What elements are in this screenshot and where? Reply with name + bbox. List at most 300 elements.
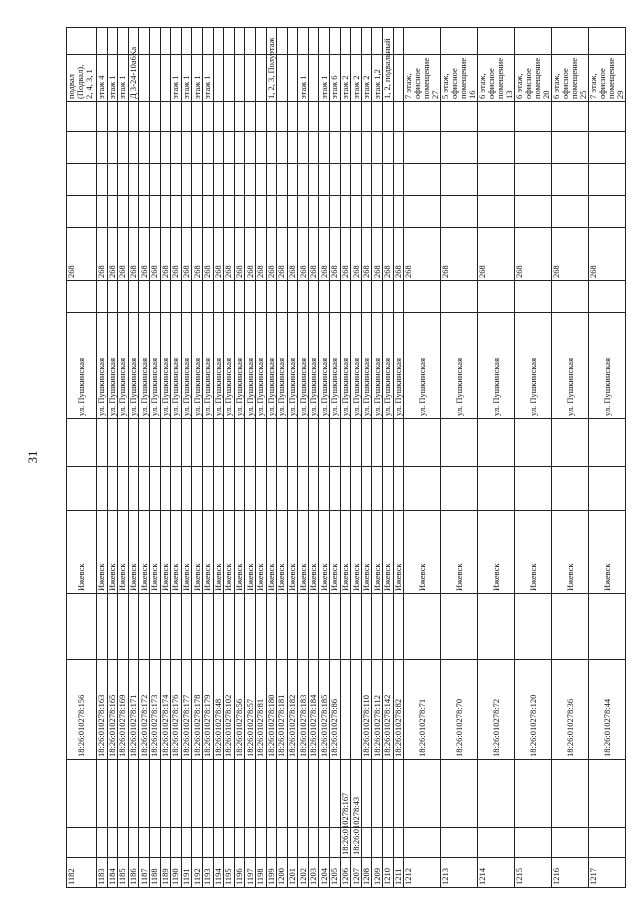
empty-cell	[181, 594, 192, 660]
empty-cell	[160, 102, 171, 132]
empty-cell	[181, 102, 192, 132]
cadastral-number-cell: 18:26:010278:184	[308, 660, 319, 760]
cadastral-number-alt-cell	[67, 828, 97, 858]
empty-cell	[441, 196, 478, 228]
row-number-cell: 1198	[255, 858, 266, 888]
empty-cell	[351, 28, 362, 55]
empty-cell	[372, 132, 383, 164]
empty-cell	[255, 760, 266, 828]
house-number-cell: 268	[171, 228, 182, 281]
row-number-cell: 1201	[287, 858, 298, 888]
empty-cell	[319, 28, 330, 55]
empty-cell	[224, 467, 235, 511]
empty-cell	[118, 281, 129, 313]
empty-cell	[128, 594, 139, 660]
empty-cell	[171, 28, 182, 55]
empty-cell	[139, 28, 150, 55]
empty-cell	[171, 419, 182, 467]
empty-cell	[160, 419, 171, 467]
note-cell: подвал (Подвал), 2, 4, 3, 1	[67, 55, 97, 102]
empty-cell	[97, 760, 108, 828]
empty-cell	[202, 760, 213, 828]
city-cell: Ижевск	[107, 511, 118, 594]
table-body	[67, 28, 626, 888]
empty-cell	[160, 196, 171, 228]
empty-cell	[441, 132, 478, 164]
empty-cell	[107, 281, 118, 313]
note-cell: этаж 1	[319, 55, 330, 102]
empty-cell	[552, 467, 589, 511]
empty-cell	[383, 467, 394, 511]
note-cell: этаж 2	[361, 55, 372, 102]
empty-cell	[128, 760, 139, 828]
empty-cell	[234, 760, 245, 828]
empty-cell	[149, 132, 160, 164]
note-cell: этаж 4	[97, 55, 108, 102]
cadastral-number-alt-cell	[160, 828, 171, 858]
note-cell: 6 этаж, офисное помещение 25	[552, 55, 589, 102]
empty-cell	[107, 419, 118, 467]
table-row	[224, 28, 235, 888]
cadastral-number-alt-cell	[308, 828, 319, 858]
empty-cell	[340, 164, 351, 196]
empty-cell	[171, 594, 182, 660]
table-row	[118, 28, 129, 888]
street-cell: ул. Пушкинская	[287, 313, 298, 419]
row-number-cell: 1210	[383, 858, 394, 888]
empty-cell	[287, 281, 298, 313]
row-number-cell: 1199	[266, 858, 277, 888]
empty-cell	[181, 164, 192, 196]
city-cell: Ижевск	[515, 511, 552, 594]
empty-cell	[118, 28, 129, 55]
empty-cell	[441, 164, 478, 196]
empty-cell	[298, 102, 309, 132]
note-cell	[224, 55, 235, 102]
city-cell: Ижевск	[277, 511, 288, 594]
street-cell: ул. Пушкинская	[224, 313, 235, 419]
empty-cell	[383, 419, 394, 467]
empty-cell	[277, 196, 288, 228]
empty-cell	[478, 467, 515, 511]
empty-cell	[287, 164, 298, 196]
empty-cell	[552, 164, 589, 196]
empty-cell	[330, 132, 341, 164]
empty-cell	[351, 196, 362, 228]
note-cell	[308, 55, 319, 102]
empty-cell	[234, 102, 245, 132]
empty-cell	[515, 419, 552, 467]
row-number-cell: 1188	[149, 858, 160, 888]
house-number-cell: 268	[277, 228, 288, 281]
empty-cell	[181, 760, 192, 828]
empty-cell	[351, 164, 362, 196]
cadastral-number-alt-cell	[97, 828, 108, 858]
empty-cell	[213, 132, 224, 164]
cadastral-number-cell: 18:26:010278:36	[552, 660, 589, 760]
note-cell	[287, 55, 298, 102]
cadastral-number-alt-cell	[478, 828, 515, 858]
cadastral-number-alt-cell	[128, 828, 139, 858]
city-cell: Ижевск	[67, 511, 97, 594]
row-number-cell: 1216	[552, 858, 589, 888]
empty-cell	[277, 467, 288, 511]
empty-cell	[277, 419, 288, 467]
table-row	[181, 28, 192, 888]
empty-cell	[266, 132, 277, 164]
street-cell: ул. Пушкинская	[245, 313, 256, 419]
empty-cell	[393, 467, 404, 511]
cadastral-number-alt-cell	[393, 828, 404, 858]
empty-cell	[319, 594, 330, 660]
city-cell: Ижевск	[128, 511, 139, 594]
empty-cell	[171, 760, 182, 828]
empty-cell	[245, 102, 256, 132]
table-row	[372, 28, 383, 888]
street-cell: ул. Пушкинская	[404, 313, 441, 419]
table-row	[404, 28, 441, 888]
empty-cell	[97, 467, 108, 511]
empty-cell	[213, 196, 224, 228]
city-cell: Ижевск	[118, 511, 129, 594]
table-row	[298, 28, 309, 888]
empty-cell	[67, 467, 97, 511]
empty-cell	[139, 467, 150, 511]
empty-cell	[478, 164, 515, 196]
empty-cell	[171, 196, 182, 228]
empty-cell	[234, 132, 245, 164]
row-number-cell: 1203	[308, 858, 319, 888]
empty-cell	[245, 132, 256, 164]
empty-cell	[308, 760, 319, 828]
row-number-cell: 1190	[171, 858, 182, 888]
empty-cell	[589, 132, 626, 164]
empty-cell	[160, 760, 171, 828]
empty-cell	[202, 164, 213, 196]
street-cell: ул. Пушкинская	[213, 313, 224, 419]
empty-cell	[245, 196, 256, 228]
empty-cell	[383, 760, 394, 828]
empty-cell	[139, 594, 150, 660]
cadastral-number-cell: 18:26:010278:112	[372, 660, 383, 760]
city-cell: Ижевск	[330, 511, 341, 594]
empty-cell	[319, 419, 330, 467]
empty-cell	[441, 102, 478, 132]
table-row	[128, 28, 139, 888]
row-number-cell: 1185	[118, 858, 129, 888]
empty-cell	[139, 102, 150, 132]
city-cell: Ижевск	[234, 511, 245, 594]
table-row	[245, 28, 256, 888]
empty-cell	[213, 419, 224, 467]
house-number-cell: 268	[67, 228, 97, 281]
street-cell: ул. Пушкинская	[441, 313, 478, 419]
table-row	[107, 28, 118, 888]
empty-cell	[139, 281, 150, 313]
empty-cell	[383, 132, 394, 164]
cadastral-number-alt-cell	[118, 828, 129, 858]
table-row	[552, 28, 589, 888]
cadastral-number-alt-cell	[298, 828, 309, 858]
cadastral-number-cell: 18:26:010278:120	[515, 660, 552, 760]
empty-cell	[515, 196, 552, 228]
note-cell: этаж 1	[202, 55, 213, 102]
street-cell: ул. Пушкинская	[149, 313, 160, 419]
empty-cell	[128, 281, 139, 313]
empty-cell	[266, 281, 277, 313]
empty-cell	[224, 594, 235, 660]
row-number-cell: 1187	[139, 858, 150, 888]
empty-cell	[372, 28, 383, 55]
empty-cell	[266, 467, 277, 511]
note-cell: 1, 2, подвальный	[383, 55, 394, 102]
street-cell: ул. Пушкинская	[97, 313, 108, 419]
empty-cell	[515, 164, 552, 196]
empty-cell	[234, 28, 245, 55]
empty-cell	[383, 196, 394, 228]
city-cell: Ижевск	[139, 511, 150, 594]
empty-cell	[192, 132, 203, 164]
empty-cell	[255, 281, 266, 313]
empty-cell	[202, 281, 213, 313]
empty-cell	[340, 132, 351, 164]
empty-cell	[192, 281, 203, 313]
empty-cell	[340, 102, 351, 132]
empty-cell	[589, 28, 626, 55]
cadastral-number-cell: 18:26:010278:56	[234, 660, 245, 760]
street-cell: ул. Пушкинская	[171, 313, 182, 419]
empty-cell	[552, 28, 589, 55]
street-cell: ул. Пушкинская	[277, 313, 288, 419]
cadastral-number-cell: 18:26:010278:180	[266, 660, 277, 760]
row-number-cell: 1207	[351, 858, 362, 888]
note-cell	[277, 55, 288, 102]
empty-cell	[319, 102, 330, 132]
table-row	[149, 28, 160, 888]
table-row	[319, 28, 330, 888]
city-cell: Ижевск	[383, 511, 394, 594]
house-number-cell: 268	[441, 228, 478, 281]
note-cell: этаж 1	[171, 55, 182, 102]
cadastral-number-cell: 18:26:010278:142	[383, 660, 394, 760]
cadastral-number-alt-cell	[192, 828, 203, 858]
empty-cell	[308, 102, 319, 132]
row-number-cell: 1202	[298, 858, 309, 888]
empty-cell	[372, 281, 383, 313]
street-cell: ул. Пушкинская	[202, 313, 213, 419]
note-cell: этаж 1	[118, 55, 129, 102]
empty-cell	[589, 196, 626, 228]
cadastral-number-cell	[340, 660, 351, 760]
empty-cell	[234, 164, 245, 196]
empty-cell	[383, 281, 394, 313]
street-cell: ул. Пушкинская	[351, 313, 362, 419]
empty-cell	[361, 594, 372, 660]
city-cell: Ижевск	[393, 511, 404, 594]
empty-cell	[202, 196, 213, 228]
empty-cell	[330, 102, 341, 132]
empty-cell	[107, 102, 118, 132]
cadastral-number-alt-cell	[589, 828, 626, 858]
table-row	[97, 28, 108, 888]
city-cell: Ижевск	[361, 511, 372, 594]
note-cell: 6 этаж, офисное помещение 13	[478, 55, 515, 102]
city-cell: Ижевск	[287, 511, 298, 594]
empty-cell	[319, 164, 330, 196]
empty-cell	[266, 594, 277, 660]
empty-cell	[97, 102, 108, 132]
house-number-cell: 268	[202, 228, 213, 281]
empty-cell	[515, 132, 552, 164]
empty-cell	[149, 467, 160, 511]
empty-cell	[589, 281, 626, 313]
empty-cell	[404, 760, 441, 828]
empty-cell	[118, 760, 129, 828]
street-cell: ул. Пушкинская	[234, 313, 245, 419]
house-number-cell: 268	[266, 228, 277, 281]
cadastral-number-cell: 18:26:010278:110	[361, 660, 372, 760]
row-number-cell: 1184	[107, 858, 118, 888]
empty-cell	[149, 419, 160, 467]
table-row	[340, 28, 351, 888]
empty-cell	[160, 28, 171, 55]
empty-cell	[330, 419, 341, 467]
empty-cell	[149, 164, 160, 196]
city-cell: Ижевск	[404, 511, 441, 594]
row-number-cell: 1215	[515, 858, 552, 888]
row-number-cell: 1200	[277, 858, 288, 888]
empty-cell	[192, 760, 203, 828]
empty-cell	[589, 594, 626, 660]
empty-cell	[277, 132, 288, 164]
cadastral-number-alt-cell	[330, 828, 341, 858]
empty-cell	[128, 419, 139, 467]
empty-cell	[149, 102, 160, 132]
empty-cell	[192, 594, 203, 660]
cadastral-number-alt-cell	[149, 828, 160, 858]
row-number-cell: 1182	[67, 858, 97, 888]
empty-cell	[478, 281, 515, 313]
empty-cell	[383, 102, 394, 132]
house-number-cell: 268	[340, 228, 351, 281]
empty-cell	[97, 281, 108, 313]
empty-cell	[255, 164, 266, 196]
empty-cell	[287, 132, 298, 164]
cadastral-number-cell	[351, 660, 362, 760]
empty-cell	[393, 419, 404, 467]
empty-cell	[97, 594, 108, 660]
street-cell: ул. Пушкинская	[128, 313, 139, 419]
house-number-cell: 268	[361, 228, 372, 281]
empty-cell	[319, 132, 330, 164]
empty-cell	[361, 164, 372, 196]
empty-cell	[213, 164, 224, 196]
empty-cell	[67, 102, 97, 132]
cadastral-number-alt-cell	[139, 828, 150, 858]
empty-cell	[67, 419, 97, 467]
table-row	[515, 28, 552, 888]
empty-cell	[255, 132, 266, 164]
empty-cell	[67, 164, 97, 196]
empty-cell	[171, 164, 182, 196]
cadastral-number-alt-cell	[404, 828, 441, 858]
note-cell: этаж 1	[181, 55, 192, 102]
empty-cell	[298, 196, 309, 228]
empty-cell	[192, 419, 203, 467]
cadastral-number-cell: 18:26:010278:179	[202, 660, 213, 760]
table-row	[192, 28, 203, 888]
cadastral-number-alt-cell	[213, 828, 224, 858]
empty-cell	[277, 594, 288, 660]
empty-cell	[515, 760, 552, 828]
empty-cell	[67, 594, 97, 660]
table-row	[383, 28, 394, 888]
empty-cell	[330, 164, 341, 196]
cadastral-number-cell: 18:26:010278:71	[404, 660, 441, 760]
empty-cell	[128, 102, 139, 132]
row-number-cell: 1196	[234, 858, 245, 888]
house-number-cell: 268	[308, 228, 319, 281]
empty-cell	[287, 196, 298, 228]
empty-cell	[181, 28, 192, 55]
empty-cell	[298, 132, 309, 164]
city-cell: Ижевск	[441, 511, 478, 594]
empty-cell	[308, 132, 319, 164]
cadastral-number-cell: 18:26:010278:81	[255, 660, 266, 760]
empty-cell	[139, 196, 150, 228]
city-cell: Ижевск	[181, 511, 192, 594]
empty-cell	[171, 102, 182, 132]
empty-cell	[224, 102, 235, 132]
house-number-cell: 268	[160, 228, 171, 281]
cadastral-number-alt-cell	[255, 828, 266, 858]
empty-cell	[404, 467, 441, 511]
empty-cell	[404, 281, 441, 313]
cadastral-number-cell: 18:26:010278:173	[149, 660, 160, 760]
empty-cell	[404, 594, 441, 660]
house-number-cell: 268	[372, 228, 383, 281]
street-cell: ул. Пушкинская	[67, 313, 97, 419]
empty-cell	[478, 102, 515, 132]
cadastral-number-alt-cell	[107, 828, 118, 858]
cadastral-number-alt-cell	[234, 828, 245, 858]
cadastral-number-cell: 18:26:010278:86	[330, 660, 341, 760]
cadastral-number-alt-cell	[319, 828, 330, 858]
empty-cell	[361, 281, 372, 313]
cadastral-number-alt-cell	[171, 828, 182, 858]
empty-cell	[234, 467, 245, 511]
empty-cell	[372, 419, 383, 467]
empty-cell	[319, 281, 330, 313]
street-cell: ул. Пушкинская	[393, 313, 404, 419]
empty-cell	[107, 594, 118, 660]
page-number: 31	[25, 450, 40, 464]
empty-cell	[478, 760, 515, 828]
cadastral-number-alt-cell	[552, 828, 589, 858]
city-cell: Ижевск	[340, 511, 351, 594]
empty-cell	[107, 164, 118, 196]
empty-cell	[202, 28, 213, 55]
empty-cell	[107, 132, 118, 164]
empty-cell	[139, 132, 150, 164]
empty-cell	[340, 467, 351, 511]
note-cell	[245, 55, 256, 102]
note-cell	[149, 55, 160, 102]
table-row	[139, 28, 150, 888]
house-number-cell: 268	[118, 228, 129, 281]
empty-cell	[552, 419, 589, 467]
empty-cell	[298, 281, 309, 313]
